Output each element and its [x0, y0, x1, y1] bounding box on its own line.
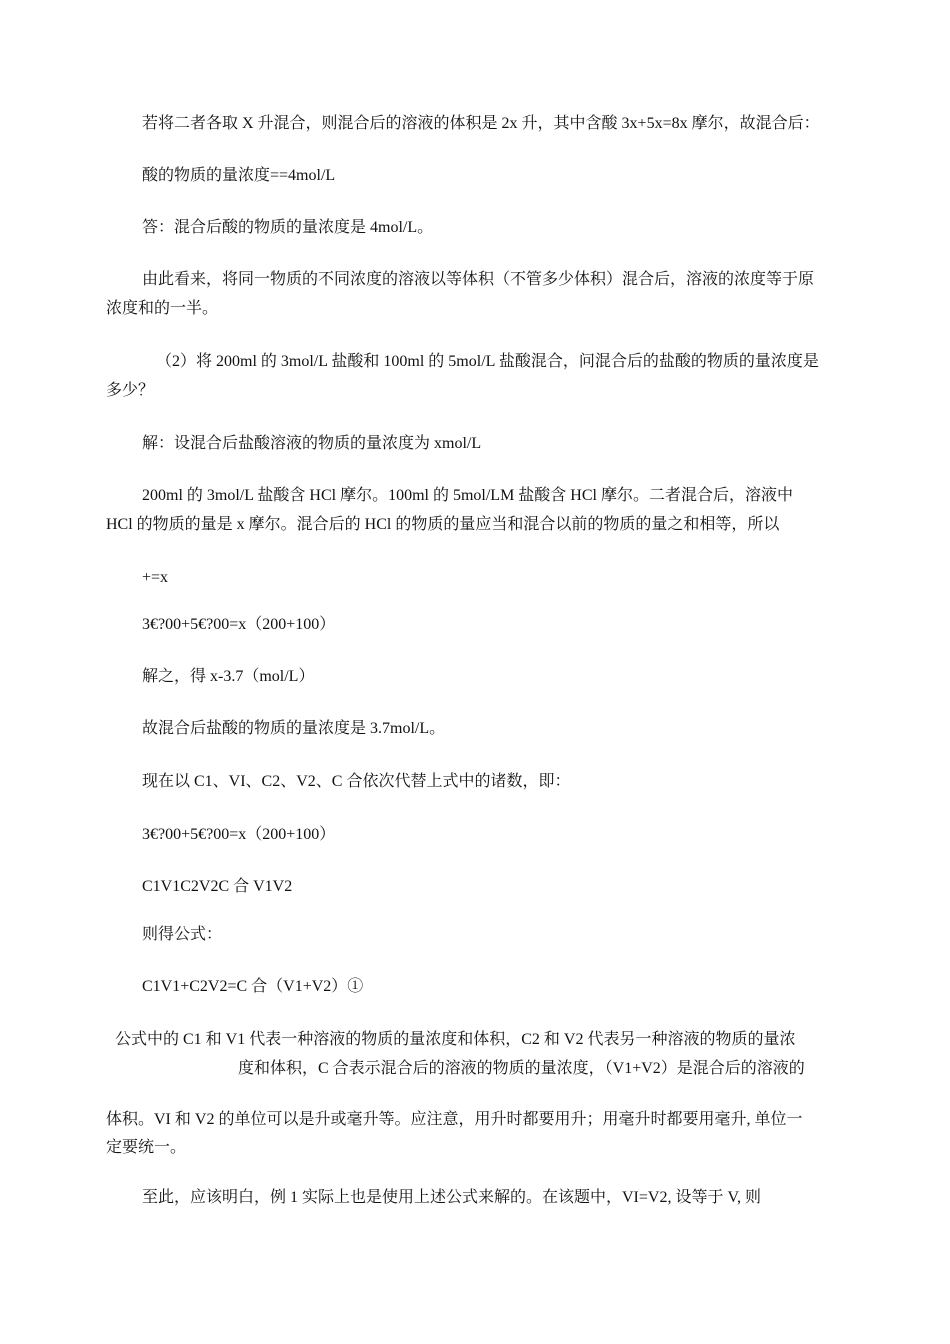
text-line: 酸的物质的量浓度==4mol/L — [142, 167, 336, 184]
text-line: +=x — [142, 569, 169, 586]
text-line: 解：设混合后盐酸溶液的物质的量浓度为 xmol/L — [142, 435, 482, 452]
text-line: 现在以 C1、VI、C2、V2、C 合依次代替上式中的诸数，即： — [142, 773, 571, 790]
text-line: 由此看来，将同一物质的不同浓度的溶液以等体积（不管多少体积）混合后，溶液的浓度等于原 — [142, 271, 815, 288]
text-line: 3€?00+5€?00=x（200+100） — [142, 616, 336, 633]
text-line: 体积。VI 和 V2 的单位可以是升或毫升等。应注意，用升时都要用升；用毫升时都要用毫升, 单位一 — [106, 1111, 803, 1128]
text-line: 故混合后盐酸的物质的量浓度是 3.7mol/L。 — [142, 720, 446, 737]
text-line: C1V1C2V2C 合 V1V2 — [142, 878, 293, 895]
text-line: （2）将 200ml 的 3mol/L 盐酸和 100ml 的 5mol/L 盐酸混合，问混合后的盐酸的物质的量浓度是 — [156, 353, 819, 370]
text-line: 3€?00+5€?00=x（200+100） — [142, 826, 336, 843]
text-line: 解之，得 x-3.7（mol/L） — [142, 668, 315, 685]
text-line: 多少？ — [106, 382, 155, 399]
text-line: 至此，应该明白，例 1 实际上也是使用上述公式来解的。在该题中，VI=V2, 设等于 V, 则 — [142, 1189, 761, 1206]
text-line: 度和体积，C 合表示混合后的溶液的物质的量浓度，（V1+V2）是混合后的溶液的 — [238, 1060, 805, 1077]
text-line: 定要统一。 — [106, 1139, 187, 1156]
text-line: 则得公式： — [142, 926, 223, 943]
text-line: 若将二者各取 X 升混合，则混合后的溶液的体积是 2x 升，其中含酸 3x+5x=8x 摩尔，故混合后： — [142, 115, 820, 132]
text-line: 200ml 的 3mol/L 盐酸含 HCl 摩尔。100ml 的 5mol/LM 盐酸含 HCl 摩尔。二者混合后，溶液中 — [142, 487, 793, 504]
text-line: C1V1+C2V2=C 合（V1+V2）① — [142, 978, 364, 995]
text-line: 公式中的 C1 和 V1 代表一种溶液的物质的量浓度和体积，C2 和 V2 代表另一种溶液的物质的量浓 — [115, 1031, 796, 1048]
text-line: 浓度和的一半。 — [106, 300, 219, 317]
text-line: 答：混合后酸的物质的量浓度是 4mol/L。 — [142, 219, 434, 236]
text-line: HCl 的物质的量是 x 摩尔。混合后的 HCl 的物质的量应当和混合以前的物质的量之和相等，所以 — [106, 516, 780, 533]
